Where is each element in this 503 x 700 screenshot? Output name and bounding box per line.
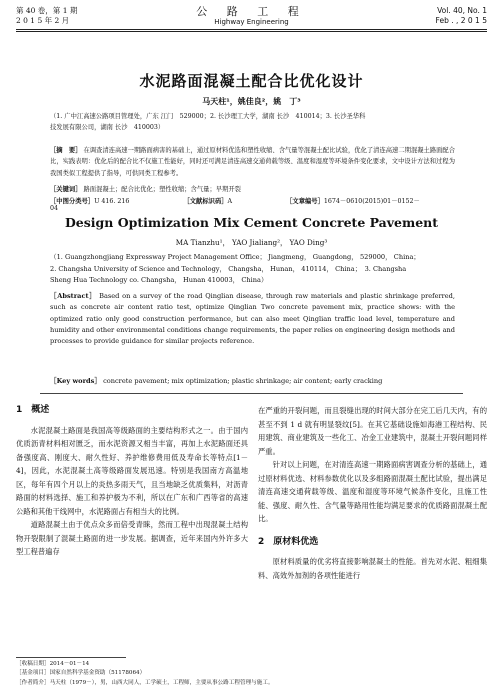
clc-number: ［中图分类号］U 416. 216: [50, 198, 130, 205]
keywords-en: [50, 375, 455, 385]
keywords-cn: [50, 184, 455, 193]
abstract-en: [50, 291, 455, 347]
body-left-column: [16, 404, 248, 559]
abstract-en-label: ［Abstract］: [50, 292, 97, 300]
header-right: [436, 6, 487, 25]
paper-title-en: Design Optimization Mix Cement Concrete Pavement: [64, 215, 439, 230]
journal-name-en: Highway Engineering: [214, 18, 289, 26]
date-en: Feb . , 2 0 1 5: [435, 15, 487, 25]
article-number: ［文章编号］1674－0610(2015)01－0152－04: [50, 198, 420, 212]
authors-cn: 马天柱¹，姚佳良²，姚 丁³: [202, 97, 301, 106]
affiliations-cn: [50, 111, 455, 133]
section-divider: [40, 393, 463, 394]
volume-en: Vol. 40, No. 1: [437, 6, 487, 15]
affiliations-en: [50, 252, 455, 287]
header-rule: [16, 29, 487, 30]
footnotes: [16, 660, 486, 688]
classification-cn: [50, 196, 455, 212]
keywords-cn-text: 路面混凝土；配合比优化；塑性收缩；含气量；早期开裂: [83, 186, 241, 193]
paragraph: 针对以上问题，在对清连高速一期路面病害调查分析的基础上，通过原材料优选、材料参数优化以及多组路面混凝土配比试验，提出满足清连高速交通荷载等级、温度和湿度等环境气候条件变化，且施工性能、强度、耐久性、含气量等路用性能均满足要求的优质路面混凝土配比。: [258, 460, 487, 523]
paragraph: 水泥混凝土路面是我国高等级路面的主要结构形式之一。由于国内优质沥青材料相对匮乏，而水泥资源又相当丰富，再加上水泥路面还具备强度高、刚度大、耐久性好、养护维修费用低及寿命长等特点[1－4]，因此，水泥混凝土高等级路面发展迅速。特别是我国南方高温地区，每年有四个月以上的炎热多雨天气，且当地缺乏优质集料，对沥青路面的材料选择、施工和养护极为不利，所以在广东和广西等省的高速公路和其他干线网中，水泥路面占有相当大的比例。: [16, 425, 248, 516]
abstract-cn: [50, 145, 455, 179]
journal-name-cn: 公 路 工 程: [196, 5, 307, 18]
paragraph: 在严重的开裂问题，而且裂缝出现的时间大部分在完工后几天内，有的甚至不到 1 d 就有明显裂纹[5]。在其它基础设施如海港工程结构、民用建筑、商业建筑及一些化工、冶金工业建筑中，混凝土开裂问题同样严重。: [258, 406, 487, 456]
footnote-fund: ［基金项目］国家自然科学基金资助（51178064）: [16, 670, 146, 677]
affiliation-en-line: 2. Changsha University of Science and Technology， Changsha， Hunan， 410114， China； 3. Changsha: [50, 264, 407, 273]
paragraph: 道路混凝土由于优点众多而倍受青睐，然而工程中出现混凝土结构物开裂限制了混凝土路面的进一步发展。据调查，近年来国内外许多大型工程普遍存: [16, 520, 248, 556]
authors-en: MA Tianzhu¹， YAO Jialiang²， YAO Ding³: [175, 238, 328, 247]
volume-cn: 第 40 卷，第 1 期: [16, 6, 78, 15]
document-code: ［文献标识码］A: [183, 198, 233, 205]
section-2-heading: 2 原材料优选: [258, 536, 319, 547]
abstract-en-text: Based on a survey of the road Qinglian disease, through raw materials and plastic shrinkage preferred, such as concrete air content ratio test, optimize Qinglian Two concrete pavement mix, practice shows: with the optimized ratio only good construction performance, but can also meet Qinglian traffic load level, temperature and humidity and other environmental conditions change requirements, the paper relies on engineering design methods and processes to provide guidance for similar projects reference.: [50, 292, 455, 346]
keywords-en-text: concrete pavement; mix optimization; plastic shrinkage; air content; early cracking: [103, 377, 383, 385]
affiliation-en-line: Sheng Hua Technology co. Changsha， Hunan 410003， China）: [50, 276, 268, 284]
abstract-cn-label: ［摘 要］: [50, 147, 82, 154]
affiliation-cn-line: 技发展有限公司，湖南 长沙 410003）: [50, 124, 165, 131]
keywords-en-label: ［Key words］: [50, 377, 101, 385]
affiliation-cn-line: （1. 广中江高速公路项目管理处，广东 江门 529000；2. 长沙理工大学，湖南 长沙 410014；3. 长沙圣华科: [50, 113, 366, 120]
date-cn: 2 0 1 5 年 2 月: [16, 15, 70, 25]
journal-header: [0, 6, 503, 27]
footnote-author: ［作者简介］马天柱（1979－），男，山西大同人，工学硕士，工程师，主要从事公路工程管理与施工。: [16, 679, 274, 686]
affiliation-en-line: （1. Guangzhongjiang Expressway Project Management Office； Jiangmeng， Guangdong， 529000， China；: [50, 253, 420, 261]
keywords-cn-label: ［关键词］: [50, 186, 82, 193]
footnote-rule: [16, 657, 126, 658]
section-1-heading: 1 概述: [16, 405, 50, 415]
header-rule-thin: [16, 31, 487, 32]
paper-title-cn: 水泥路面混凝土配合比优化设计: [139, 72, 364, 90]
paragraph: 原材料质量的优劣将直接影响混凝土的性能。首先对水泥、粗细集料、高效外加剂的各项性能进行: [258, 557, 487, 580]
footnote-received: ［收稿日期］2014－01－14: [16, 661, 90, 667]
abstract-cn-text: 在调查清连高速一期路面病害的基础上，通过原材料优选和塑性收缩、含气量等混凝土配比试验，优化了清连高速二期混凝土路面配合比，实践表明：优化后的配合比不仅施工性能好，同时还可满足清连高速交通荷载等级、温度和湿度等环境条件变化要求，文中设计方法和过程为我国类似工程提供了指导，可供同类工程参考。: [50, 147, 456, 177]
body-right-column: [258, 404, 487, 582]
